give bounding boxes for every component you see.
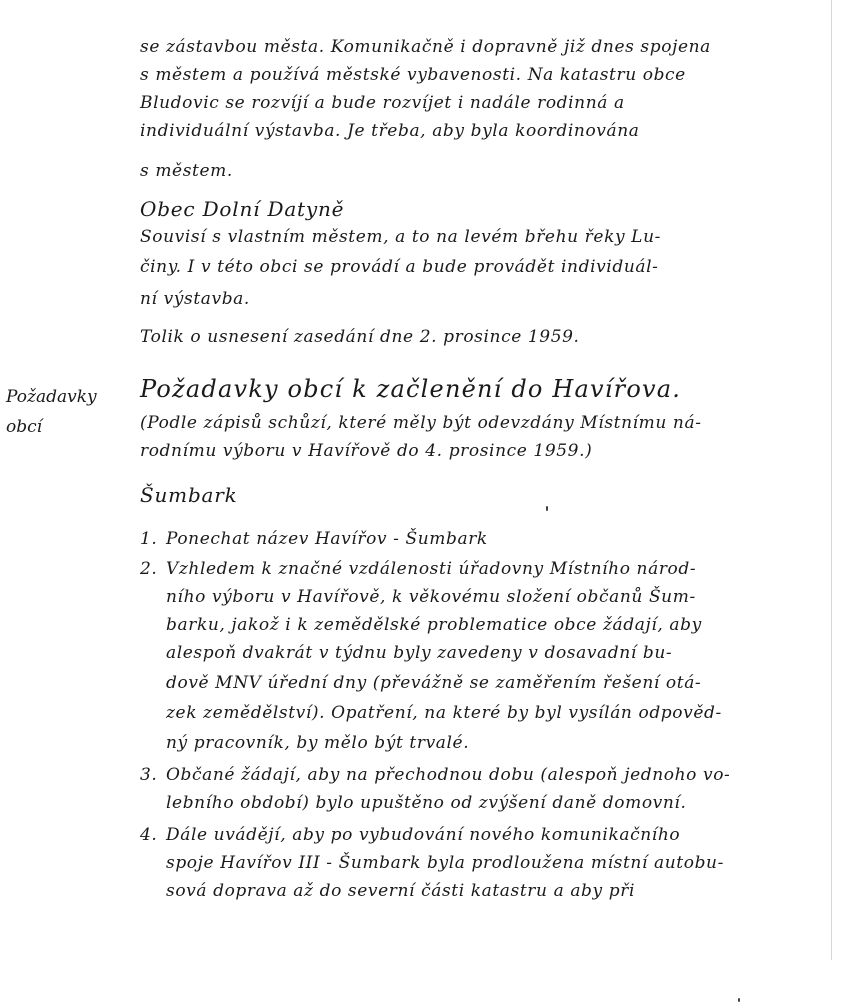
section-heading-sumbark: Šumbark (140, 483, 238, 507)
paragraph-line: činy. I v této obci se provádí a bude provádět individuál- (140, 257, 659, 277)
stray-mark (738, 998, 740, 1002)
paragraph-line: rodnímu výboru v Havířově do 4. prosince 1959.) (140, 441, 593, 461)
list-item (140, 558, 696, 580)
list-item-continuation: dově MNV úřední dny (převážně se zaměřením řešení otá- (166, 673, 702, 693)
paragraph-line: individuální výstavba. Je třeba, aby byla koordinována (140, 121, 640, 141)
list-item (140, 824, 680, 846)
closing-line: Tolik o usnesení zasedání dne 2. prosince 1959. (140, 327, 580, 347)
stray-mark (546, 506, 548, 511)
scan-edge-line (831, 0, 832, 960)
list-item-continuation: alespoň dvakrát v týdnu byly zavedeny v dosavadní bu- (166, 643, 673, 663)
list-item-continuation: lebního období) bylo upuštěno od zvýšení daně domovní. (166, 793, 687, 813)
list-item-text: Dále uvádějí, aby po vybudování nového komunikačního (166, 825, 681, 845)
margin-note-line2: obcí (6, 417, 43, 437)
paragraph-line: se zástavbou města. Komunikačně i dopravně již dnes spojena (140, 37, 711, 57)
paragraph-line: ní výstavba. (140, 289, 250, 309)
paragraph-line: s městem. (140, 161, 233, 181)
section-heading-dolni-datyne: Obec Dolní Datyně (140, 197, 345, 221)
list-item-text: Vzhledem k značné vzdálenosti úřadovny Místního národ- (166, 559, 697, 579)
margin-note-line1: Požadavky (6, 387, 97, 407)
list-item-continuation: spoje Havířov III - Šumbark byla prodloužena místní autobu- (166, 853, 724, 873)
list-item (140, 528, 488, 550)
paragraph-line: (Podle zápisů schůzí, které měly být odevzdány Místnímu ná- (140, 413, 702, 433)
paragraph-line: Bludovic se rozvíjí a bude rozvíjet i nadále rodinná a (140, 93, 625, 113)
list-item-continuation: ního výboru v Havířově, k věkovému složení občanů Šum- (166, 587, 696, 607)
paragraph-line: s městem a používá městské vybavenosti. Na katastru obce (140, 65, 686, 85)
list-item-continuation: sová doprava až do severní části katastru a aby při (166, 881, 635, 901)
list-item-continuation: barku, jakož i k zemědělské problematice obce žádají, aby (166, 615, 702, 635)
paragraph-line: Souvisí s vlastním městem, a to na levém břehu řeky Lu- (140, 227, 661, 247)
list-item-number: 2. (140, 559, 158, 579)
list-item-text: Ponechat název Havířov - Šumbark (166, 529, 488, 549)
list-item-number: 4. (140, 825, 158, 845)
list-item (140, 764, 730, 786)
list-item-text: Občané žádají, aby na přechodnou dobu (alespoň jednoho vo- (166, 765, 731, 785)
list-item-continuation: zek zemědělství). Opatření, na které by byl vysílán odpověd- (166, 703, 722, 723)
section-heading-pozadavky: Požadavky obcí k začlenění do Havířova. (140, 375, 682, 403)
list-item-number: 1. (140, 529, 158, 549)
list-item-continuation: ný pracovník, by mělo být trvalé. (166, 733, 470, 753)
list-item-number: 3. (140, 765, 158, 785)
